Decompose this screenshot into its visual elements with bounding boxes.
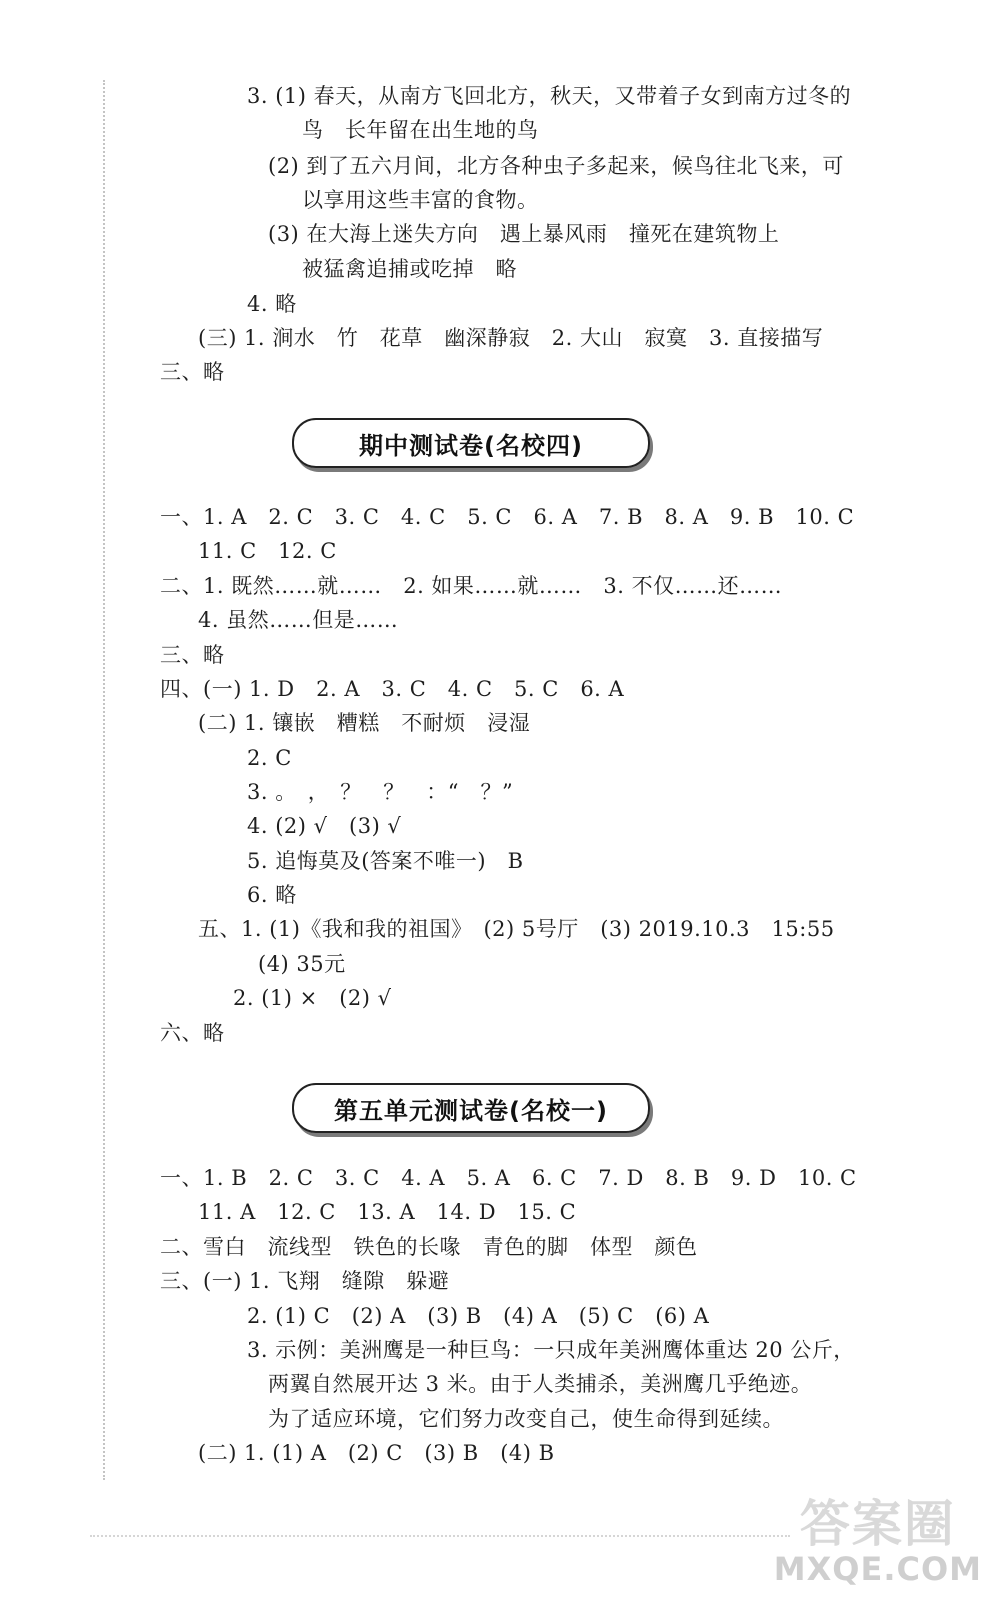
answer-line: 3. 。 ， ？ ？ ：“ ？” xyxy=(247,780,514,804)
answer-line: 4. 虽然……但是…… xyxy=(198,608,399,632)
answer-line: 两翼自然展开达 3 米。由于人类捕杀，美洲鹰几乎绝迹。 xyxy=(268,1372,813,1396)
answer-line: 11. A 12. C 13. A 14. D 15. C xyxy=(198,1200,577,1224)
answer-line: 二、雪白 流线型 铁色的长喙 青色的脚 体型 颜色 xyxy=(160,1235,698,1259)
footer-dotted-line xyxy=(90,1535,790,1537)
watermark xyxy=(774,1496,982,1586)
answer-line: 被猛禽追捕或吃掉 略 xyxy=(302,257,517,281)
answer-line: (二) 1. 镶嵌 糟糕 不耐烦 浸湿 xyxy=(198,711,531,735)
watermark-logo: 答案圈 xyxy=(799,1495,956,1553)
answer-line: 3. 示例：美洲鹰是一种巨鸟：一只成年美洲鹰体重达 20 公斤， xyxy=(247,1338,855,1362)
section-heading: 三、略 xyxy=(160,360,225,384)
answer-line: 一、1. A 2. C 3. C 4. C 5. C 6. A 7. B 8. A 9. B 10. C xyxy=(160,505,855,529)
section-title-unit5: 第五单元测试卷(名校一) xyxy=(292,1083,650,1133)
answer-line: 三、(一) 1. 飞翔 缝隙 躲避 xyxy=(160,1269,450,1293)
answer-line: 鸟 长年留在出生地的鸟 xyxy=(302,118,539,142)
answer-line: (3) 在大海上迷失方向 遇上暴风雨 撞死在建筑物上 xyxy=(268,222,780,246)
answer-line: (4) 35元 xyxy=(258,952,346,976)
answer-line: (2) 到了五六月间，北方各种虫子多起来，候鸟往北飞来，可 xyxy=(268,154,844,178)
answer-line: (三) 1. 涧水 竹 花草 幽深静寂 2. 大山 寂寞 3. 直接描写 xyxy=(198,326,824,350)
answer-line: (二) 1. (1) A (2) C (3) B (4) B xyxy=(198,1441,555,1465)
answer-line: 以享用这些丰富的食物。 xyxy=(302,188,539,212)
answer-line: 3. (1) 春天，从南方飞回北方，秋天，又带着子女到南方过冬的 xyxy=(247,84,852,108)
answer-line: 2. (1) × (2) √ xyxy=(233,986,392,1010)
answer-line: 五、1. (1)《我和我的祖国》 (2) 5号厅 (3) 2019.10.3 15:55 xyxy=(198,917,835,941)
answer-line: 6. 略 xyxy=(247,883,297,907)
section-heading: 三、略 xyxy=(160,643,225,667)
answer-line: 11. C 12. C xyxy=(198,539,337,563)
section-title-midterm: 期中测试卷(名校四) xyxy=(292,418,650,468)
binding-margin-line xyxy=(103,80,105,1480)
answer-line: 2. C xyxy=(247,746,292,770)
answer-line: 5. 追悔莫及(答案不唯一) B xyxy=(247,849,524,873)
answer-line: 四、(一) 1. D 2. A 3. C 4. C 5. C 6. A xyxy=(160,677,625,701)
answer-line: 4. 略 xyxy=(247,292,297,316)
answer-line: 为了适应环境，它们努力改变自己，使生命得到延续。 xyxy=(268,1407,784,1431)
answer-line: 一、1. B 2. C 3. C 4. A 5. A 6. C 7. D 8. B 9. D 10. C xyxy=(160,1166,857,1190)
answer-line: 4. (2) √ (3) √ xyxy=(247,814,402,838)
answer-line: 2. (1) C (2) A (3) B (4) A (5) C (6) A xyxy=(247,1304,710,1328)
watermark-url: MXQE.COM xyxy=(773,1550,982,1588)
section-heading: 六、略 xyxy=(160,1021,225,1045)
answer-line: 二、1. 既然……就…… 2. 如果……就…… 3. 不仅……还…… xyxy=(160,574,783,598)
